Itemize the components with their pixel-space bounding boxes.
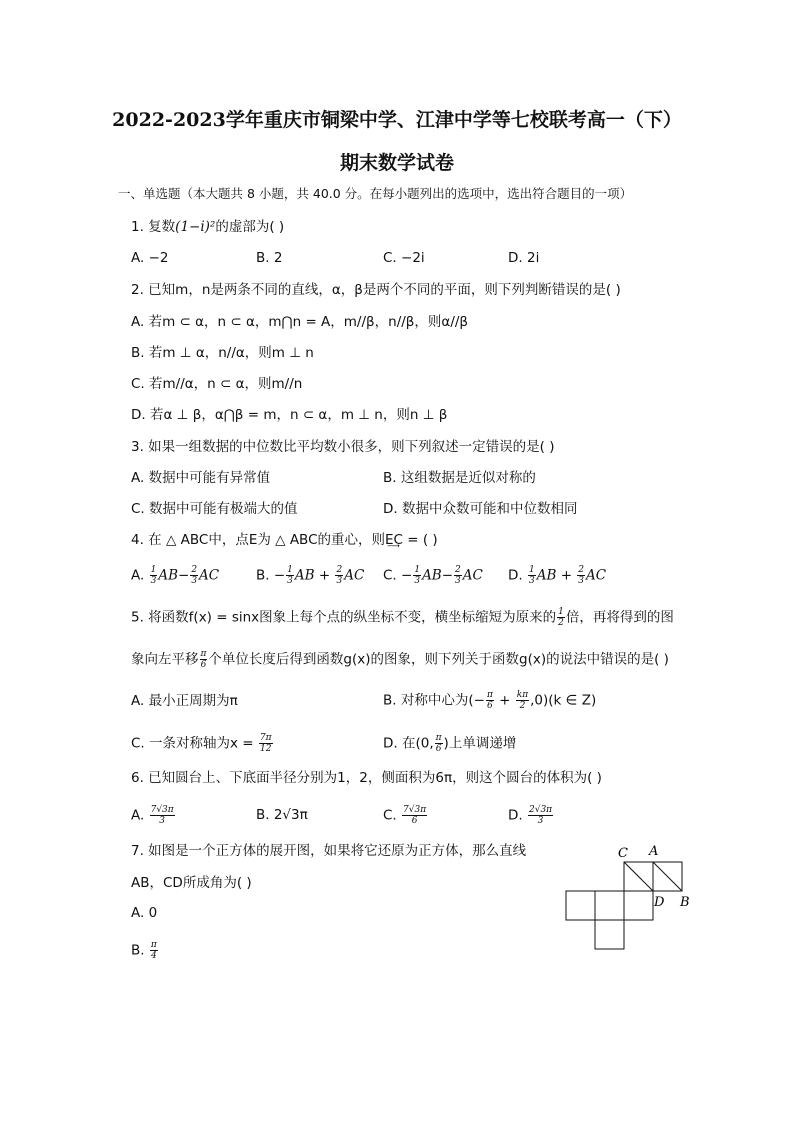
q4-option-a: A. $\frac{1}{3}$ AB− $\frac{2}{3}$ AC [131, 565, 220, 586]
q5-option-a: A. 最小正周期为π [131, 693, 238, 709]
q1-expr: (1−i)² [175, 219, 216, 235]
q2-stem: 2. 已知m，n是两条不同的直线，α，β是两个不同的平面，则下列判断错误的是( ) [131, 282, 621, 298]
frac-pi-sixth: $\frac{\pi}{6}$ [200, 649, 207, 670]
q1-option-c: C. −2i [383, 250, 425, 266]
frac-one-third: $\frac{1}{3}$ [414, 565, 421, 586]
q3-option-c: C. 数据中可能有极端大的值 [131, 501, 298, 517]
frac-two-thirds: $\frac{2}{3}$ [455, 565, 461, 586]
frac-two-thirds: $\frac{2}{3}$ [336, 565, 343, 586]
q2-option-d: D. 若α ⊥ β，α⋂β = m，n ⊂ α，m ⊥ n，则n ⊥ β [131, 407, 448, 423]
frac-one-third: $\frac{1}{3}$ [528, 565, 535, 586]
q4-option-c: C. − $\frac{1}{3}$ AB− $\frac{2}{3}$ AC [383, 565, 483, 586]
label-c: C [618, 846, 628, 861]
label-d: D [654, 895, 665, 910]
q6-option-c: C. $\frac{7√3\pi}{6}$ [383, 805, 427, 826]
net-square [624, 891, 653, 920]
frac-half: $\frac{1}{2}$ [558, 607, 564, 628]
cube-net-figure [556, 840, 706, 955]
q2-option-c: C. 若m//α，n ⊂ α，则m//n [131, 376, 303, 392]
q4-option-b: B. − $\frac{1}{3}$ AB + $\frac{2}{3}$ AC [256, 565, 365, 586]
q3-stem: 3. 如果一组数据的中位数比平均数小很多，则下列叙述一定错误的是( ) [131, 439, 555, 455]
segment-ab [653, 862, 682, 891]
q2-option-b: B. 若m ⊥ α，n//α，则m ⊥ n [131, 345, 314, 361]
q2-option-a: A. 若m ⊂ α，n ⊂ α，m⋂n = A，m//β，n//β，则α//β [131, 314, 469, 330]
frac-two-thirds: $\frac{2}{3}$ [578, 565, 585, 586]
q1-option-b: B. 2 [256, 250, 283, 266]
q6-option-a: A. $\frac{7√3\pi}{3}$ [131, 805, 174, 826]
q5-option-c: C. 一条对称轴为x = $\frac{7\pi}{12}$ [131, 733, 272, 754]
frac-two-thirds: $\frac{2}{3}$ [191, 565, 198, 586]
q6-option-d: D. $\frac{2√3\pi}{3}$ [508, 805, 553, 826]
q5-option-b: B. 对称中心为(− $\frac{\pi}{6}$ + $\frac{k\pi}{2}$ ,0)(k ∈ Z) [383, 690, 597, 711]
q4-stem: 4. 在 △ ABC中，点E为 △ ABC的重心，则E͢C = ( ) [131, 532, 438, 548]
segment-cd [624, 862, 653, 891]
q5-stem-line1: 5. 将函数f(x) = sinx图象上每个点的纵坐标不变，横坐标缩短为原来的 $\frac{1}{2}$ 倍，再将得到的图 [131, 607, 674, 628]
q6-option-b: B. 2√3π [256, 807, 308, 823]
frac-one-third: $\frac{1}{3}$ [287, 565, 293, 586]
q1-option-a: A. −2 [131, 250, 169, 266]
q7-stem-line1: 7. 如图是一个正方体的展开图，如果将它还原为正方体，那么直线 [131, 843, 527, 859]
page-title: 2022-2023学年重庆市铜梁中学、江津中学等七校联考高一（下） [112, 109, 682, 131]
q5-option-d: D. 在(0, $\frac{\pi}{6}$ )上单调递增 [383, 733, 517, 754]
q1-stem [131, 218, 284, 236]
q3-option-a: A. 数据中可能有异常值 [131, 470, 271, 486]
q7-option-a: A. 0 [131, 905, 158, 921]
q6-stem: 6. 已知圆台上、下底面半径分别为1，2，侧面积为6π，则这个圆台的体积为( ) [131, 770, 602, 786]
q1-option-d: D. 2i [508, 250, 540, 266]
label-a: A [649, 844, 659, 859]
frac-one-third: $\frac{1}{3}$ [150, 565, 157, 586]
q7-option-b: B. $\frac{\pi}{4}$ [131, 940, 157, 961]
q1-stem-pre: 1. 复数 [131, 219, 176, 235]
label-b: B [680, 895, 690, 910]
q7-stem-line2: AB，CD所成角为( ) [131, 875, 252, 891]
net-square [595, 920, 624, 949]
net-square [566, 891, 595, 920]
q4-option-d: D. $\frac{1}{3}$ AB + $\frac{2}{3}$ AC [508, 565, 607, 586]
page-subtitle: 期末数学试卷 [339, 152, 454, 174]
q3-option-d: D. 数据中众数可能和中位数相同 [383, 501, 578, 517]
q5-stem-line2: 象向左平移 $\frac{\pi}{6}$ 个单位长度后得到函数g(x)的图象，则下列关于函数g(x)的说法中错误的是( ) [131, 649, 669, 670]
q3-option-b: B. 这组数据是近似对称的 [383, 470, 536, 486]
q1-stem-post: 的虚部为( ) [215, 219, 285, 235]
net-square [595, 891, 624, 920]
section-header: 一、单选题（本大题共 8 小题，共 40.0 分。在每小题列出的选项中，选出符合题目的一项） [118, 186, 633, 201]
